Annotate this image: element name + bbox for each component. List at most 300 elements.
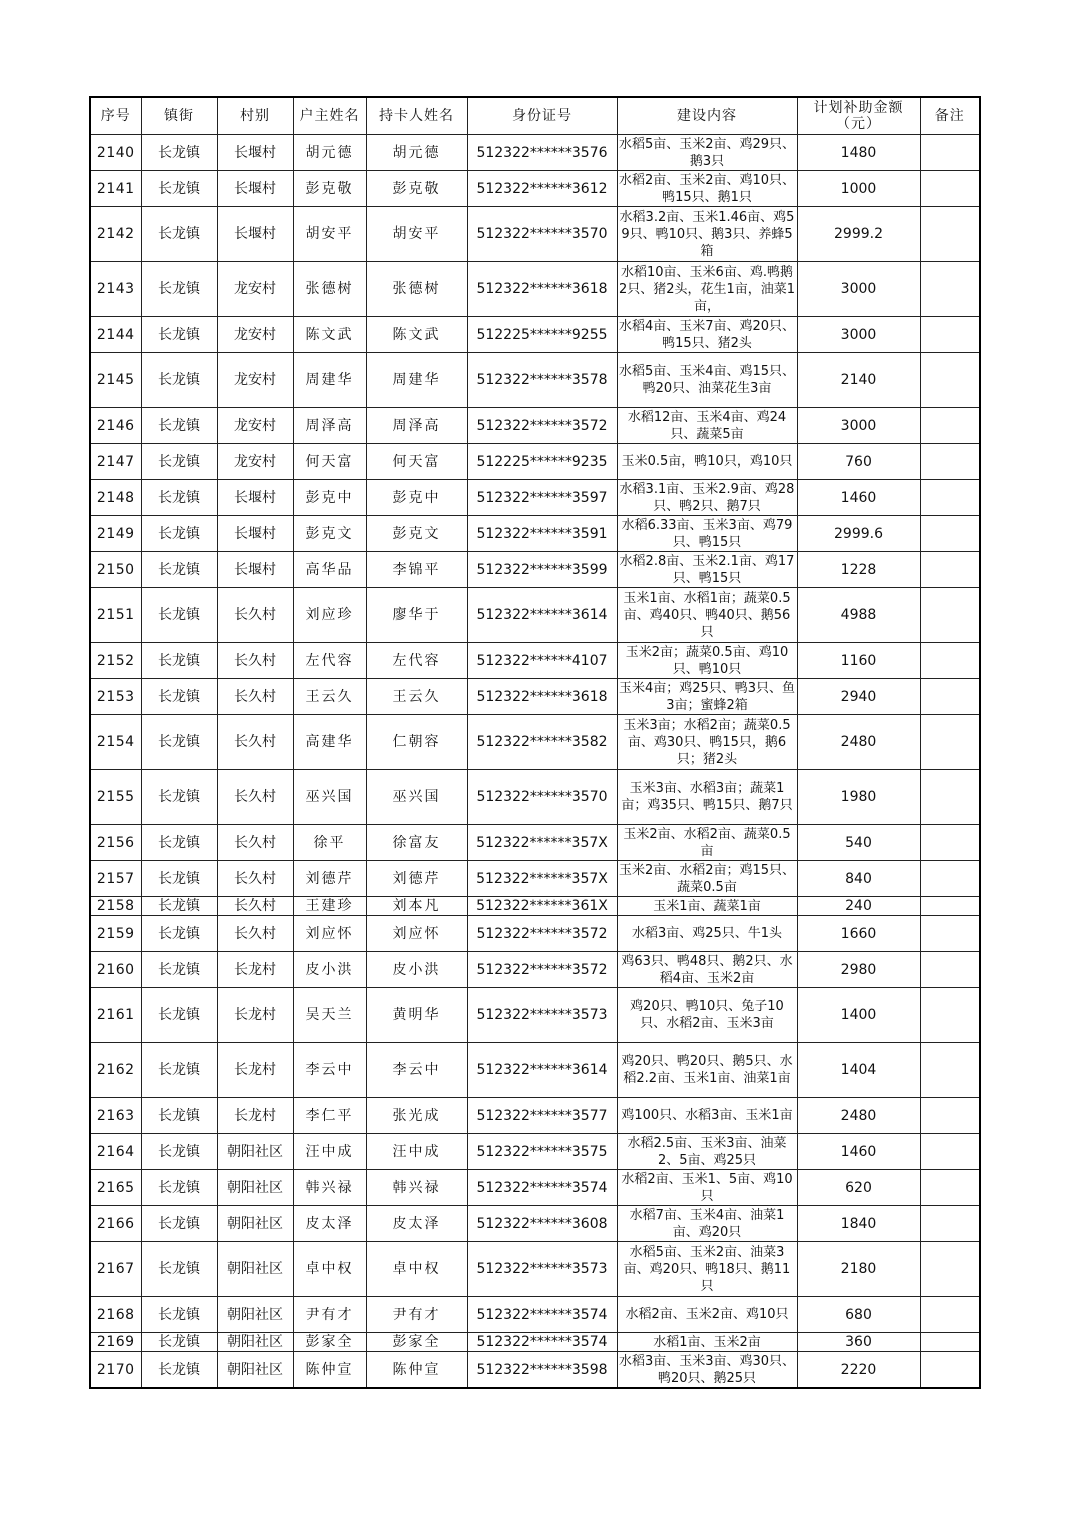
cell-subsidy-amount: 2999.6 [797, 516, 920, 552]
cell-village: 龙安村 [217, 353, 293, 408]
cell-note [920, 770, 980, 825]
cell-note [920, 262, 980, 317]
cell-subsidy-amount: 2140 [797, 353, 920, 408]
header-village: 村别 [217, 97, 293, 135]
cell-card-holder: 卓中权 [366, 1242, 467, 1297]
cell-subsidy-amount: 1400 [797, 988, 920, 1043]
cell-household-head: 高建华 [293, 715, 366, 770]
cell-subsidy-amount: 1404 [797, 1043, 920, 1098]
cell-village: 长久村 [217, 679, 293, 715]
cell-construction-content: 玉米3亩；水稻2亩；蔬菜0.5亩、鸡30只、鸭15只，鹅6只；猪2头 [617, 715, 797, 770]
cell-card-holder: 廖华于 [366, 588, 467, 643]
cell-village: 龙安村 [217, 317, 293, 353]
table-row [90, 516, 980, 552]
cell-id-number: 512322******3578 [467, 353, 617, 408]
cell-household-head: 刘应珍 [293, 588, 366, 643]
cell-id-number: 512322******3570 [467, 770, 617, 825]
table-row [90, 916, 980, 952]
table-header [90, 97, 980, 135]
cell-household-head: 周建华 [293, 353, 366, 408]
cell-seq: 2162 [90, 1043, 141, 1098]
cell-construction-content: 水稻3亩、鸡25只、牛1头 [617, 916, 797, 952]
cell-subsidy-amount: 2180 [797, 1242, 920, 1297]
cell-id-number: 512322******357X [467, 825, 617, 861]
table-row [90, 207, 980, 262]
cell-id-number: 512322******4107 [467, 643, 617, 679]
cell-note [920, 207, 980, 262]
cell-id-number: 512322******3618 [467, 679, 617, 715]
cell-subsidy-amount: 2480 [797, 715, 920, 770]
table-row [90, 552, 980, 588]
cell-household-head: 张德树 [293, 262, 366, 317]
cell-town: 长龙镇 [141, 770, 217, 825]
cell-id-number: 512322******3574 [467, 1297, 617, 1333]
cell-household-head: 胡安平 [293, 207, 366, 262]
cell-household-head: 陈仲宣 [293, 1352, 366, 1389]
cell-town: 长龙镇 [141, 588, 217, 643]
cell-card-holder: 左代容 [366, 643, 467, 679]
cell-card-holder: 彭克文 [366, 516, 467, 552]
table-row [90, 897, 980, 916]
cell-subsidy-amount: 1660 [797, 916, 920, 952]
cell-construction-content: 水稻3亩、玉米3亩、鸡30只、鸭20只、鹅25只 [617, 1352, 797, 1389]
cell-village: 龙安村 [217, 444, 293, 480]
cell-village: 朝阳社区 [217, 1206, 293, 1242]
cell-household-head: 皮太泽 [293, 1206, 366, 1242]
cell-seq: 2159 [90, 916, 141, 952]
cell-id-number: 512322******3572 [467, 408, 617, 444]
cell-village: 长堰村 [217, 207, 293, 262]
cell-seq: 2146 [90, 408, 141, 444]
cell-village: 龙安村 [217, 408, 293, 444]
cell-card-holder: 刘本凡 [366, 897, 467, 916]
cell-household-head: 彭克敬 [293, 171, 366, 207]
cell-seq: 2165 [90, 1170, 141, 1206]
cell-seq: 2157 [90, 861, 141, 897]
cell-town: 长龙镇 [141, 1098, 217, 1134]
cell-construction-content: 水稻10亩、玉米6亩、鸡.鸭鹅2只、猪2头，花生1亩，油菜1亩， [617, 262, 797, 317]
cell-note [920, 1206, 980, 1242]
cell-card-holder: 王云久 [366, 679, 467, 715]
cell-id-number: 512322******3573 [467, 1242, 617, 1297]
cell-card-holder: 徐富友 [366, 825, 467, 861]
cell-id-number: 512322******357X [467, 861, 617, 897]
cell-construction-content: 水稻2亩、玉米2亩、鸡10只、鸭15只、鹅1只 [618, 172, 796, 205]
cell-town: 长龙镇 [141, 135, 217, 171]
cell-subsidy-amount: 3000 [797, 317, 920, 353]
cell-seq: 2160 [90, 952, 141, 988]
cell-village: 长久村 [217, 588, 293, 643]
cell-card-holder: 黄明华 [366, 988, 467, 1043]
cell-note [920, 552, 980, 588]
cell-note [920, 1333, 980, 1352]
header-card-holder: 持卡人姓名 [366, 97, 467, 135]
cell-card-holder: 何天富 [366, 444, 467, 480]
cell-card-holder: 彭克中 [366, 480, 467, 516]
cell-seq: 2149 [90, 516, 141, 552]
cell-subsidy-amount: 2940 [797, 679, 920, 715]
table-row [90, 861, 980, 897]
cell-seq: 2144 [90, 317, 141, 353]
cell-construction-content: 水稻3.2亩、玉米1.46亩、鸡59只、鸭10只、鹅3只、养蜂5箱 [617, 207, 797, 262]
cell-seq: 2163 [90, 1098, 141, 1134]
header-row [90, 97, 980, 135]
cell-card-holder: 彭家全 [366, 1333, 467, 1352]
cell-subsidy-amount: 680 [797, 1297, 920, 1333]
cell-seq: 2141 [90, 171, 141, 207]
cell-note [920, 861, 980, 897]
cell-id-number: 512322******3572 [467, 916, 617, 952]
cell-town: 长龙镇 [141, 171, 217, 207]
cell-construction-content: 水稻12亩、玉米4亩、鸡24只、蔬菜5亩 [617, 408, 797, 444]
cell-seq: 2155 [90, 770, 141, 825]
cell-note [920, 317, 980, 353]
cell-household-head: 韩兴禄 [293, 1170, 366, 1206]
cell-town: 长龙镇 [141, 1333, 217, 1352]
cell-construction-content: 水稻5亩、玉米2亩、鸡29只、鹅3只 [618, 136, 796, 169]
cell-town: 长龙镇 [141, 516, 217, 552]
cell-town: 长龙镇 [141, 408, 217, 444]
cell-note [920, 1170, 980, 1206]
cell-card-holder: 周泽高 [366, 408, 467, 444]
cell-village: 龙安村 [217, 262, 293, 317]
table-row [90, 715, 980, 770]
cell-construction-content: 玉米3亩、水稻3亩；蔬菜1亩；鸡35只、鸭15只、鹅7只 [617, 770, 797, 825]
cell-town: 长龙镇 [141, 207, 217, 262]
cell-id-number: 512322******3608 [467, 1206, 617, 1242]
cell-construction-content: 玉米0.5亩，鸭10只，鸡10只 [617, 444, 797, 480]
cell-note [920, 825, 980, 861]
subsidy-table-sheet [89, 96, 979, 1389]
cell-subsidy-amount: 2999.2 [797, 207, 920, 262]
cell-id-number: 512322******3574 [467, 1170, 617, 1206]
cell-id-number: 512322******3599 [467, 552, 617, 588]
cell-subsidy-amount: 1840 [797, 1206, 920, 1242]
cell-note [920, 1297, 980, 1333]
cell-village: 朝阳社区 [217, 1170, 293, 1206]
table-row [90, 317, 980, 353]
cell-id-number: 512225******9255 [467, 317, 617, 353]
cell-household-head: 彭克中 [293, 480, 366, 516]
cell-id-number: 512322******3577 [467, 1098, 617, 1134]
table-row [90, 770, 980, 825]
cell-seq: 2161 [90, 988, 141, 1043]
table-row [90, 262, 980, 317]
cell-village: 长龙村 [217, 1098, 293, 1134]
header-id-number: 身份证号 [467, 97, 617, 135]
table-row [90, 444, 980, 480]
cell-construction-content: 玉米2亩；蔬菜0.5亩、鸡10只、鸭10只 [617, 643, 797, 679]
cell-town: 长龙镇 [141, 952, 217, 988]
cell-id-number: 512322******361X [467, 897, 617, 916]
cell-household-head: 王云久 [293, 679, 366, 715]
cell-village: 长久村 [217, 916, 293, 952]
cell-id-number: 512322******3612 [467, 171, 617, 207]
cell-village: 长龙村 [217, 952, 293, 988]
table-row [90, 825, 980, 861]
cell-seq: 2167 [90, 1242, 141, 1297]
cell-household-head: 皮小洪 [293, 952, 366, 988]
cell-town: 长龙镇 [141, 916, 217, 952]
cell-id-number: 512322******3614 [467, 1043, 617, 1098]
cell-village: 朝阳社区 [217, 1242, 293, 1297]
cell-town: 长龙镇 [141, 643, 217, 679]
cell-household-head: 徐平 [293, 825, 366, 861]
cell-household-head: 尹有才 [293, 1297, 366, 1333]
table-row [90, 1206, 980, 1242]
table-row [90, 171, 980, 207]
cell-subsidy-amount: 620 [797, 1170, 920, 1206]
cell-construction-content: 玉米4亩；鸡25只、鸭3只、鱼3亩；蜜蜂2箱 [618, 680, 796, 713]
cell-construction-content: 水稻2亩、玉米1、5亩、鸡10只 [617, 1170, 797, 1206]
cell-town: 长龙镇 [141, 1170, 217, 1206]
cell-note [920, 715, 980, 770]
cell-id-number: 512322******3598 [467, 1352, 617, 1389]
cell-note [920, 408, 980, 444]
cell-card-holder: 张德树 [366, 262, 467, 317]
cell-construction-content: 水稻4亩、玉米7亩、鸡20只、鸭15只、猪2头 [618, 318, 796, 351]
cell-town: 长龙镇 [141, 1242, 217, 1297]
cell-id-number: 512322******3570 [467, 207, 617, 262]
cell-household-head: 周泽高 [293, 408, 366, 444]
table-row [90, 1333, 980, 1352]
cell-village: 长久村 [217, 825, 293, 861]
cell-town: 长龙镇 [141, 552, 217, 588]
cell-note [920, 1098, 980, 1134]
cell-note [920, 1043, 980, 1098]
table-row [90, 480, 980, 516]
cell-id-number: 512322******3572 [467, 952, 617, 988]
cell-construction-content: 鸡20只、鸭20只、鹅5只、水稻2.2亩、玉米1亩、油菜1亩 [617, 1043, 797, 1098]
cell-town: 长龙镇 [141, 1043, 217, 1098]
header-construction-content: 建设内容 [617, 97, 797, 135]
cell-village: 长久村 [217, 861, 293, 897]
cell-id-number: 512225******9235 [467, 444, 617, 480]
cell-card-holder: 彭克敬 [366, 171, 467, 207]
cell-subsidy-amount: 760 [797, 444, 920, 480]
cell-subsidy-amount: 1980 [797, 770, 920, 825]
cell-card-holder: 巫兴国 [366, 770, 467, 825]
cell-note [920, 679, 980, 715]
cell-note [920, 1352, 980, 1389]
table-row [90, 1043, 980, 1098]
cell-village: 长堰村 [217, 552, 293, 588]
cell-construction-content: 水稻2.5亩、玉米3亩、油菜2、5亩、鸡25只 [617, 1134, 797, 1170]
cell-note [920, 897, 980, 916]
cell-construction-content: 水稻1亩、玉米2亩 [617, 1333, 797, 1352]
cell-seq: 2164 [90, 1134, 141, 1170]
cell-town: 长龙镇 [141, 1297, 217, 1333]
header-subsidy-amount: 计划补助金额（元） [797, 97, 920, 135]
cell-village: 长龙村 [217, 1043, 293, 1098]
cell-id-number: 512322******3574 [467, 1333, 617, 1352]
cell-seq: 2143 [90, 262, 141, 317]
subsidy-table [89, 96, 981, 1389]
cell-town: 长龙镇 [141, 317, 217, 353]
cell-card-holder: 仁朝容 [366, 715, 467, 770]
cell-household-head: 刘德芹 [293, 861, 366, 897]
cell-note [920, 171, 980, 207]
cell-household-head: 胡元德 [293, 135, 366, 171]
cell-construction-content: 水稻2亩、玉米2亩、鸡10只 [617, 1297, 797, 1333]
cell-construction-content: 鸡63只、鸭48只、鹅2只、水稻4亩、玉米2亩 [617, 952, 797, 988]
cell-town: 长龙镇 [141, 988, 217, 1043]
cell-subsidy-amount: 1160 [797, 643, 920, 679]
cell-seq: 2170 [90, 1352, 141, 1389]
cell-construction-content: 鸡20只、鸭10只、兔子10只、水稻2亩、玉米3亩 [617, 988, 797, 1043]
cell-seq: 2156 [90, 825, 141, 861]
cell-seq: 2152 [90, 643, 141, 679]
cell-seq: 2169 [90, 1333, 141, 1352]
cell-town: 长龙镇 [141, 1134, 217, 1170]
cell-id-number: 512322******3614 [467, 588, 617, 643]
cell-town: 长龙镇 [141, 480, 217, 516]
cell-household-head: 李云中 [293, 1043, 366, 1098]
table-row [90, 408, 980, 444]
cell-subsidy-amount: 2480 [797, 1098, 920, 1134]
cell-construction-content: 玉米2亩、水稻2亩；鸡15只、蔬菜0.5亩 [618, 862, 796, 895]
cell-card-holder: 李云中 [366, 1043, 467, 1098]
cell-seq: 2154 [90, 715, 141, 770]
cell-note [920, 480, 980, 516]
cell-subsidy-amount: 1228 [797, 552, 920, 588]
cell-town: 长龙镇 [141, 679, 217, 715]
cell-subsidy-amount: 4988 [797, 588, 920, 643]
table-row [90, 988, 980, 1043]
cell-id-number: 512322******3576 [467, 135, 617, 171]
cell-town: 长龙镇 [141, 897, 217, 916]
cell-household-head: 彭家全 [293, 1333, 366, 1352]
cell-household-head: 左代容 [293, 643, 366, 679]
cell-construction-content: 水稻6.33亩、玉米3亩、鸡79只、鸭15只 [617, 516, 797, 552]
cell-household-head: 卓中权 [293, 1242, 366, 1297]
cell-id-number: 512322******3597 [467, 480, 617, 516]
table-row [90, 353, 980, 408]
cell-card-holder: 韩兴禄 [366, 1170, 467, 1206]
cell-seq: 2151 [90, 588, 141, 643]
cell-household-head: 陈文武 [293, 317, 366, 353]
cell-note [920, 588, 980, 643]
cell-note [920, 1242, 980, 1297]
cell-note [920, 353, 980, 408]
cell-id-number: 512322******3582 [467, 715, 617, 770]
cell-card-holder: 皮太泽 [366, 1206, 467, 1242]
cell-subsidy-amount: 2980 [797, 952, 920, 988]
cell-subsidy-amount: 3000 [797, 262, 920, 317]
cell-seq: 2145 [90, 353, 141, 408]
cell-note [920, 1134, 980, 1170]
cell-village: 长龙村 [217, 988, 293, 1043]
table-row [90, 1297, 980, 1333]
cell-household-head: 何天富 [293, 444, 366, 480]
cell-village: 朝阳社区 [217, 1333, 293, 1352]
cell-subsidy-amount: 540 [797, 825, 920, 861]
table-row [90, 679, 980, 715]
cell-note [920, 643, 980, 679]
cell-household-head: 刘应怀 [293, 916, 366, 952]
table-row [90, 135, 980, 171]
cell-id-number: 512322******3618 [467, 262, 617, 317]
cell-town: 长龙镇 [141, 444, 217, 480]
header-note: 备注 [920, 97, 980, 135]
cell-village: 长久村 [217, 643, 293, 679]
cell-card-holder: 尹有才 [366, 1297, 467, 1333]
cell-seq: 2168 [90, 1297, 141, 1333]
cell-seq: 2150 [90, 552, 141, 588]
table-row [90, 952, 980, 988]
cell-town: 长龙镇 [141, 353, 217, 408]
table-row [90, 1352, 980, 1389]
cell-card-holder: 张光成 [366, 1098, 467, 1134]
cell-village: 朝阳社区 [217, 1352, 293, 1389]
cell-town: 长龙镇 [141, 1206, 217, 1242]
cell-subsidy-amount: 1460 [797, 480, 920, 516]
cell-construction-content: 水稻5亩、玉米4亩、鸡15只、鸭20只、油菜花生3亩 [617, 353, 797, 408]
cell-seq: 2140 [90, 135, 141, 171]
cell-subsidy-amount: 240 [797, 897, 920, 916]
cell-village: 长久村 [217, 897, 293, 916]
cell-construction-content: 水稻5亩、玉米2亩、油菜3亩、鸡20只、鸭18只、鹅11只 [617, 1242, 797, 1297]
cell-household-head: 王建珍 [293, 897, 366, 916]
cell-card-holder: 刘德芹 [366, 861, 467, 897]
cell-town: 长龙镇 [141, 861, 217, 897]
cell-id-number: 512322******3591 [467, 516, 617, 552]
cell-note [920, 516, 980, 552]
cell-town: 长龙镇 [141, 825, 217, 861]
table-row [90, 1098, 980, 1134]
cell-village: 朝阳社区 [217, 1297, 293, 1333]
cell-card-holder: 李锦平 [366, 552, 467, 588]
cell-village: 长堰村 [217, 480, 293, 516]
table-row [90, 1134, 980, 1170]
header-town: 镇街 [141, 97, 217, 135]
cell-id-number: 512322******3573 [467, 988, 617, 1043]
cell-card-holder: 刘应怀 [366, 916, 467, 952]
cell-card-holder: 胡安平 [366, 207, 467, 262]
table-row [90, 1170, 980, 1206]
cell-card-holder: 周建华 [366, 353, 467, 408]
cell-seq: 2153 [90, 679, 141, 715]
cell-subsidy-amount: 1460 [797, 1134, 920, 1170]
cell-seq: 2147 [90, 444, 141, 480]
cell-household-head: 吴天兰 [293, 988, 366, 1043]
cell-village: 长堰村 [217, 135, 293, 171]
cell-household-head: 汪中成 [293, 1134, 366, 1170]
cell-town: 长龙镇 [141, 1352, 217, 1389]
cell-note [920, 916, 980, 952]
cell-household-head: 彭克文 [293, 516, 366, 552]
cell-village: 长久村 [217, 770, 293, 825]
cell-construction-content: 玉米1亩、蔬菜1亩 [617, 897, 797, 916]
cell-village: 长堰村 [217, 171, 293, 207]
cell-id-number: 512322******3575 [467, 1134, 617, 1170]
table-row [90, 643, 980, 679]
cell-subsidy-amount: 1000 [797, 171, 920, 207]
cell-seq: 2148 [90, 480, 141, 516]
cell-household-head: 高华品 [293, 552, 366, 588]
cell-card-holder: 陈文武 [366, 317, 467, 353]
cell-note [920, 988, 980, 1043]
cell-construction-content: 玉米1亩、水稻1亩；蔬菜0.5亩、鸡40只、鸭40只、鹅56只 [617, 588, 797, 643]
cell-subsidy-amount: 1480 [797, 135, 920, 171]
table-row [90, 588, 980, 643]
cell-subsidy-amount: 840 [797, 861, 920, 897]
cell-note [920, 444, 980, 480]
cell-village: 长堰村 [217, 516, 293, 552]
cell-village: 朝阳社区 [217, 1134, 293, 1170]
cell-subsidy-amount: 3000 [797, 408, 920, 444]
cell-subsidy-amount: 2220 [797, 1352, 920, 1389]
